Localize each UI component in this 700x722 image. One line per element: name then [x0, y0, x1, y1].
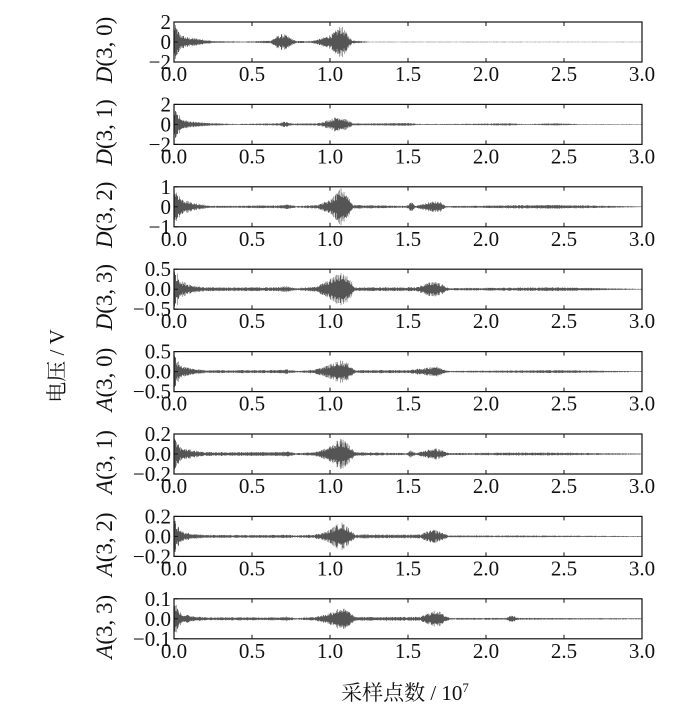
x-tick-label-2-5: 2.5 — [550, 226, 578, 251]
x-tick-label-1-1: 0.5 — [238, 144, 266, 169]
subplot-label-italic-4: A — [92, 397, 117, 412]
x-tick-label-1-5: 2.5 — [550, 144, 578, 169]
y-tick-label-7-2: −0.1 — [132, 626, 171, 651]
x-tick-label-4-1: 0.5 — [238, 391, 266, 416]
x-tick-label-0-4: 2.0 — [472, 62, 500, 86]
subplot-label-italic-6: A — [92, 562, 117, 577]
y-tick-label-2-2: −1 — [148, 214, 171, 239]
subplot-label-1 — [92, 99, 117, 166]
subplot-7 — [92, 587, 655, 663]
subplot-label-rest-4: (3, 0) — [92, 347, 117, 398]
x-tick-label-1-4: 2.0 — [472, 144, 500, 169]
signal-trace-1 — [174, 106, 642, 144]
y-tick-label-0-0: 2 — [160, 10, 171, 34]
signal-trace-6 — [174, 521, 642, 552]
x-tick-label-6-3: 1.5 — [394, 556, 422, 581]
y-tick-label-1-2: −2 — [148, 132, 171, 157]
subplot-label-rest-2: (3, 2) — [92, 181, 117, 232]
x-tick-label-2-1: 0.5 — [238, 226, 266, 251]
x-tick-label-7-3: 1.5 — [394, 638, 422, 663]
x-tick-label-6-1: 0.5 — [238, 556, 266, 581]
x-tick-label-7-6: 3.0 — [628, 638, 656, 663]
y-tick-label-1-1: 0 — [160, 112, 171, 137]
x-tick-label-0-0: 0.0 — [160, 62, 188, 86]
y-tick-label-4-0: 0.5 — [144, 339, 171, 364]
subplot-6 — [92, 504, 655, 580]
x-tick-label-1-2: 1.0 — [316, 144, 344, 169]
subplot-label-5 — [92, 430, 117, 496]
y-tick-label-0-2: −2 — [148, 50, 171, 74]
subplot-0 — [92, 10, 655, 86]
y-tick-label-3-2: −0.5 — [132, 297, 171, 322]
subplot-label-italic-2: D — [92, 231, 117, 249]
x-tick-label-5-4: 2.0 — [472, 474, 500, 498]
x-tick-label-4-0: 0.0 — [160, 391, 188, 416]
x-tick-label-1-6: 3.0 — [628, 144, 656, 169]
x-tick-label-0-3: 1.5 — [394, 62, 422, 86]
y-axis-label: 电压 / V — [45, 329, 69, 403]
signal-trace-3 — [174, 272, 642, 307]
subplot-label-0 — [92, 17, 117, 84]
y-tick-label-2-0: 1 — [160, 174, 171, 199]
subplot-label-italic-1: D — [92, 149, 117, 166]
x-tick-label-0-6: 3.0 — [628, 62, 656, 86]
subplot-label-rest-5: (3, 1) — [92, 430, 117, 480]
y-tick-label-6-1: 0.0 — [144, 524, 171, 549]
x-tick-label-2-6: 3.0 — [628, 226, 656, 251]
x-axis-label-text: 采样点数 / 10 — [341, 681, 463, 705]
subplot-label-2 — [92, 182, 117, 249]
x-tick-label-1-0: 0.0 — [160, 144, 188, 169]
subplot-label-rest-7: (3, 3) — [92, 594, 117, 645]
x-tick-label-5-5: 2.5 — [550, 474, 578, 498]
x-tick-label-7-2: 1.0 — [316, 638, 344, 663]
x-tick-label-5-2: 1.0 — [316, 474, 344, 498]
subplot-label-rest-6: (3, 2) — [92, 512, 117, 563]
x-tick-label-5-3: 1.5 — [394, 474, 422, 498]
x-tick-label-5-6: 3.0 — [628, 474, 656, 498]
y-tick-label-7-0: 0.1 — [144, 586, 171, 611]
y-tick-label-3-1: 0.0 — [144, 277, 171, 302]
subplot-label-7 — [92, 595, 117, 661]
y-tick-label-1-0: 2 — [160, 92, 171, 117]
chart-panels — [92, 10, 655, 663]
x-tick-label-0-1: 0.5 — [238, 62, 266, 86]
signal-trace-2 — [174, 188, 642, 225]
x-tick-label-1-3: 1.5 — [394, 144, 422, 169]
x-tick-label-7-0: 0.0 — [160, 638, 188, 663]
x-axis-label — [341, 680, 469, 705]
subplot-label-italic-0: D — [92, 66, 117, 84]
x-tick-label-3-4: 2.0 — [472, 309, 500, 334]
x-tick-label-7-5: 2.5 — [550, 638, 578, 663]
x-tick-label-2-0: 0.0 — [160, 226, 188, 251]
subplot-5 — [92, 422, 655, 498]
x-tick-label-0-2: 1.0 — [316, 62, 344, 86]
x-tick-label-6-0: 0.0 — [160, 556, 188, 581]
x-tick-label-7-4: 2.0 — [472, 638, 500, 663]
subplot-label-italic-5: A — [92, 479, 117, 494]
x-tick-label-3-0: 0.0 — [160, 309, 188, 334]
subplot-1 — [92, 92, 655, 168]
y-tick-label-4-2: −0.5 — [132, 379, 171, 404]
subplot-label-rest-1: (3, 1) — [92, 99, 117, 150]
x-tick-label-6-4: 2.0 — [472, 556, 500, 581]
x-tick-label-4-2: 1.0 — [316, 391, 344, 416]
x-tick-label-2-2: 1.0 — [316, 226, 344, 251]
signal-trace-0 — [174, 25, 642, 59]
x-tick-label-6-5: 2.5 — [550, 556, 578, 581]
subplot-label-4 — [92, 348, 117, 414]
x-tick-label-5-1: 0.5 — [238, 474, 266, 498]
y-tick-label-5-2: −0.2 — [132, 462, 171, 486]
x-axis-label-exponent: 7 — [462, 680, 469, 695]
y-tick-label-3-0: 0.5 — [144, 257, 171, 282]
x-tick-label-3-2: 1.0 — [316, 309, 344, 334]
y-tick-label-7-1: 0.0 — [144, 606, 171, 631]
subplot-label-italic-7: A — [92, 644, 117, 659]
y-tick-label-6-0: 0.2 — [144, 504, 171, 529]
x-tick-label-3-6: 3.0 — [628, 309, 656, 334]
y-tick-label-6-2: −0.2 — [132, 544, 171, 569]
subplot-2 — [92, 175, 655, 251]
subplot-label-rest-3: (3, 3) — [92, 263, 117, 314]
x-tick-label-3-5: 2.5 — [550, 309, 578, 334]
x-tick-label-3-1: 0.5 — [238, 309, 266, 334]
subplot-label-rest-0: (3, 0) — [92, 16, 117, 67]
subplot-label-6 — [92, 512, 117, 578]
signal-trace-7 — [174, 605, 642, 632]
y-tick-label-5-1: 0.0 — [144, 442, 171, 466]
x-tick-label-2-3: 1.5 — [394, 226, 422, 251]
x-tick-label-2-4: 2.0 — [472, 226, 500, 251]
subplot-4 — [92, 340, 655, 416]
x-tick-label-0-5: 2.5 — [550, 62, 578, 86]
x-tick-label-6-2: 1.0 — [316, 556, 344, 581]
signal-trace-5 — [174, 439, 642, 469]
x-tick-label-7-1: 0.5 — [238, 638, 266, 663]
signal-trace-4 — [174, 356, 642, 387]
x-tick-label-3-3: 1.5 — [394, 309, 422, 334]
x-tick-label-5-0: 0.0 — [160, 474, 188, 498]
x-tick-label-6-6: 3.0 — [628, 556, 656, 581]
subplot-label-italic-3: D — [92, 313, 117, 331]
x-tick-label-4-5: 2.5 — [550, 391, 578, 416]
y-tick-label-5-0: 0.2 — [144, 422, 171, 446]
x-tick-label-4-6: 3.0 — [628, 391, 656, 416]
x-tick-label-4-4: 2.0 — [472, 391, 500, 416]
subplot-3 — [92, 257, 655, 333]
x-tick-label-4-3: 1.5 — [394, 391, 422, 416]
y-tick-label-0-1: 0 — [160, 30, 171, 54]
y-tick-label-4-1: 0.0 — [144, 359, 171, 384]
subplot-label-3 — [92, 264, 117, 331]
y-tick-label-2-1: 0 — [160, 194, 171, 219]
